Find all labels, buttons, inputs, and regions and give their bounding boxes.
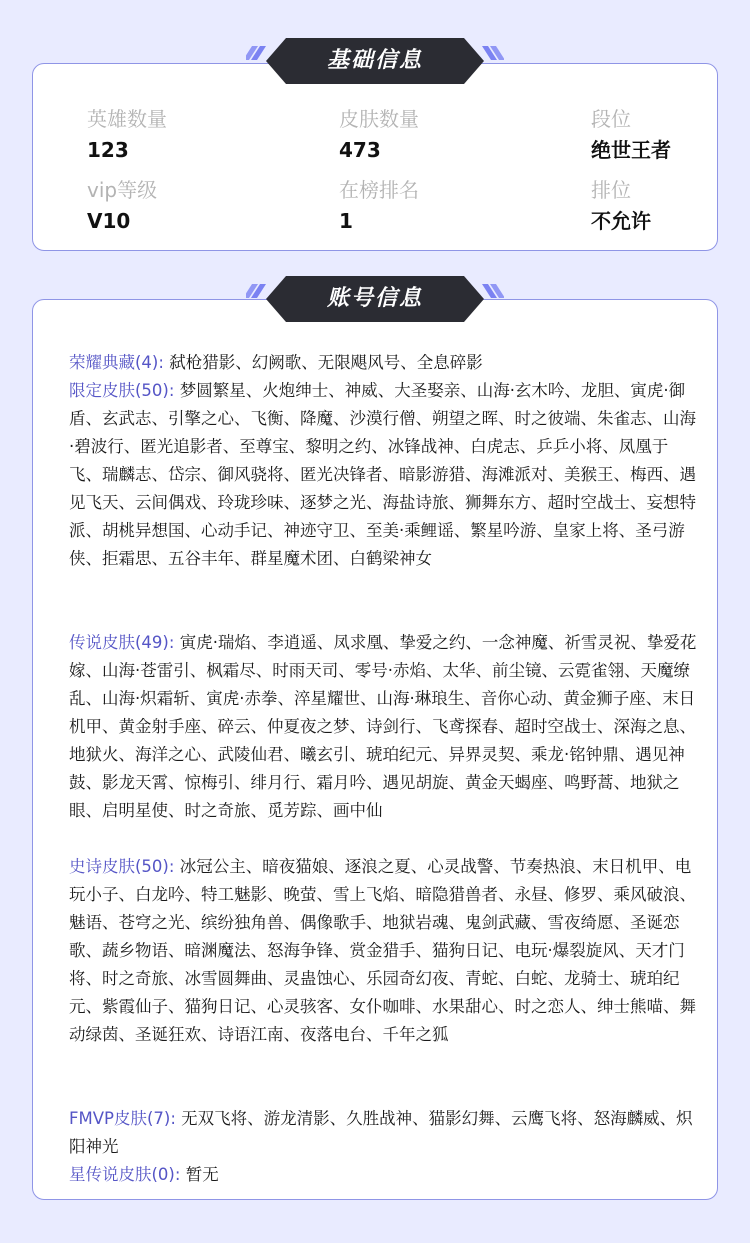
basic-info-card — [32, 63, 718, 251]
skin-list: 弑枪猎影、幻阙歌、无限飓风号、全息碎影 — [169, 353, 483, 372]
stat-label: 皮肤数量 — [339, 107, 419, 131]
account-info-card — [32, 299, 718, 1200]
skin-group-collection — [69, 349, 701, 377]
skin-list: 冰冠公主、暗夜猫娘、逐浪之夏、心灵战警、节奏热浪、末日机甲、电玩小子、白龙吟、特工魅影、晚萤、雪上飞焰、暗隐猎兽者、永昼、修罗、乘风破浪、魅语、苍穹之光、缤纷独角兽、偶像歌手、地狱岩魂、鬼剑武藏、雪夜绮愿、圣诞恋歌、蔬乡物语、暗渊魔法、怒海争锋、赏金猎手、猫狗日记、电玩·爆裂旋风、天才门将、时之奇旅、冰雪圆舞曲、灵蛊蚀心、乐园奇幻夜、青蛇、白蛇、龙骑士、琥珀纪元、紫霞仙子、猫狗日记、心灵骇客、女仆咖啡、水果甜心、时之恋人、绅士熊喵、舞动绿茵、圣诞狂欢、诗语江南、夜落电台、千年之狐 — [69, 857, 696, 1044]
section-title: 基础信息 — [326, 48, 423, 73]
stat-rank-tier — [591, 107, 671, 162]
category-label: 荣耀典藏(4): — [69, 353, 164, 372]
stat-value: 绝世王者 — [591, 138, 671, 162]
section-title: 账号信息 — [326, 286, 423, 311]
account-info-banner — [246, 276, 504, 322]
stat-value: 473 — [339, 138, 381, 162]
stat-ranked-allowed — [591, 178, 651, 233]
stat-label: 在榜排名 — [339, 178, 419, 202]
stat-value: 123 — [87, 138, 129, 162]
skin-list: 梦圆繁星、火炮绅士、神威、大圣娶亲、山海·玄木吟、龙胆、寅虎·御盾、玄武志、引擎之心、飞衡、降魔、沙漠行僧、朔望之晖、时之彼端、朱雀志、山海·碧波行、匿光追影者、至尊宝、黎明之约、冰锋战神、白虎志、乒乒小将、凤凰于飞、瑞麟志、岱宗、御风骁将、匿光决锋者、暗影游猎、海滩派对、美猴王、梅西、遇见飞天、云间偶戏、玲珑珍味、逐梦之光、海盐诗旅、狮舞东方、超时空战士、妄想特派、胡桃异想国、心动手记、神迹守卫、至美·乘鲤谣、繁星吟游、皇家上将、圣弓游侠、拒霜思、五谷丰年、群星魔术团、白鹤梁神女 — [69, 381, 696, 568]
skin-group-legendary — [69, 629, 701, 825]
skin-list: 无双飞将、游龙清影、久胜战神、猫影幻舞、云鹰飞将、怒海麟威、炽阳神光 — [69, 1109, 693, 1156]
skin-group-fmvp — [69, 1105, 701, 1161]
category-label: 限定皮肤(50): — [69, 381, 175, 400]
stat-vip-level — [87, 178, 157, 233]
stat-label: vip等级 — [87, 178, 158, 202]
stat-label: 排位 — [591, 178, 631, 202]
stat-value: V10 — [87, 209, 131, 233]
stat-skin-count — [339, 107, 419, 162]
stat-leaderboard-rank — [339, 178, 419, 233]
stat-value: 不允许 — [591, 209, 651, 233]
stat-label: 英雄数量 — [87, 107, 167, 131]
category-label: 星传说皮肤(0): — [69, 1165, 181, 1184]
category-label: 史诗皮肤(50): — [69, 857, 175, 876]
skin-list: 暂无 — [185, 1165, 219, 1184]
basic-info-banner — [246, 38, 504, 84]
category-label: FMVP皮肤(7): — [69, 1109, 176, 1128]
skin-group-limited — [69, 377, 701, 573]
stat-value: 1 — [339, 209, 353, 233]
stat-hero-count — [87, 107, 167, 162]
skin-group-epic — [69, 853, 701, 1049]
skin-group-star-legend — [69, 1161, 701, 1189]
stat-label: 段位 — [591, 107, 631, 131]
skin-list: 寅虎·瑞焰、李逍遥、凤求凰、挚爱之约、一念神魔、祈雪灵祝、挚爱花嫁、山海·苍雷引、枫霜尽、时雨天司、零号·赤焰、太华、前尘镜、云霓雀翎、天魔缭乱、山海·炽霜斩、寅虎·赤拳、淬星耀世、山海·琳琅生、音你心动、黄金狮子座、末日机甲、黄金射手座、碎云、仲夏夜之梦、诗剑行、飞鸢探春、超时空战士、深海之息、地狱火、海洋之心、武陵仙君、曦玄引、琥珀纪元、异界灵契、乘龙·铭钟鼎、遇见神鼓、影龙天霄、惊梅引、绯月行、霜月吟、遇见胡旋、黄金天蝎座、鸣野蒿、地狱之眼、启明星使、时之奇旅、觅芳踪、画中仙 — [69, 633, 697, 820]
category-label: 传说皮肤(49): — [69, 633, 175, 652]
